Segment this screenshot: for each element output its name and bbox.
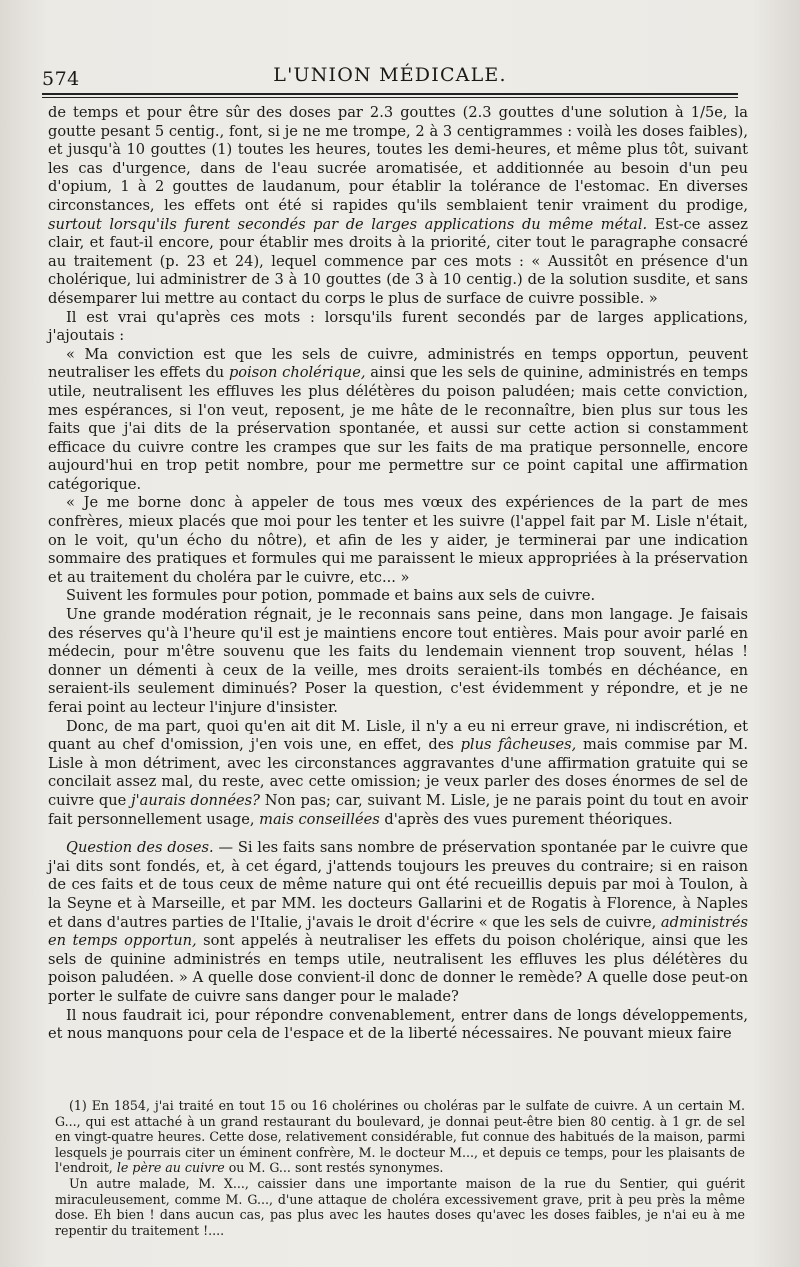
text-run: Il nous faudrait ici, pour répondre convenablement, entrer dans de longs développements, et nous manquons pour cela de l'espace et de la liberté nécessaires. Ne pouvant mieux faire <box>48 1006 748 1043</box>
text-run: ainsi que les sels de quinine, administrés en temps utile, neutralisent les effluves les plus délétères du poison paludéen; mais cette conviction, mes espérances, si l'on veut, reposent, je me hâte de le reconnaître, bien plus sur tous les faits que j'ai dits de la préservation spontanée, et aussi sur cette action si constamment efficace du cuivre contre les crampes que sur les faits de ma pratique personnelle, encore aujourd'hui en trop petit nombre, pour me permettre sur ce point capital une affirmation catégorique. <box>48 364 748 493</box>
paragraph <box>48 718 748 830</box>
italic-text: mais conseillées <box>259 810 380 828</box>
running-head: L'UNION MÉDICALE. <box>273 64 507 86</box>
text-run: ou M. G... sont restés synonymes. <box>224 1160 444 1176</box>
italic-text: Question des doses. <box>66 839 214 857</box>
paragraph <box>48 346 748 495</box>
text-run: Il est vrai qu'après ces mots : lorsqu'ils furent secondés par de larges applications, j'ajoutais : <box>48 308 748 345</box>
text-run: « Ma conviction est que les sels de cuivre, administrés en temps opportun, peuvent neutraliser les effets du <box>48 345 748 382</box>
italic-text: j'aurais données? <box>131 791 260 809</box>
paragraph <box>48 606 748 718</box>
footnote <box>55 1176 745 1238</box>
text-run: Une grande modération régnait, je le reconnais sans peine, dans mon langage. Je faisais des réserves qu'à l'heure qu'il est je maintiens encore tout entières. Mais pour avoir parlé en médecin, pour m'être souvenu que les faits du lendemain viennent trop souvent, hélas ! donner un démenti à ceux de la veille, mes droits seraient-ils tombés en déchéance, en seraient-ils seulement diminués? Poser la question, c'est évidemment y répondre, et je ne ferai point au lecteur l'injure d'insister. <box>48 606 748 716</box>
section-gap <box>48 829 748 839</box>
italic-text: surtout lorsqu'ils furent secondés par de larges applications du même métal. <box>48 215 648 233</box>
paragraph <box>48 494 748 587</box>
italic-text: plus fâcheuses, <box>460 736 577 754</box>
header-rule-thin <box>42 97 738 98</box>
italic-text: administrés en temps opportun, <box>48 913 748 950</box>
page-number: 574 <box>42 68 80 90</box>
text-run: « Je me borne donc à appeler de tous mes vœux des expériences de la part de mes confrères, mieux placés que moi pour les tenter et les suivre (l'appel fait par M. Lisle n'était, on le voit, qu'un écho du nôtre), et afin de les y aider, je terminerai par une indication sommaire des pratiques et formules qui me paraissent le mieux appropriées à la préservation et au traitement du choléra par le cuivre, etc... » <box>48 494 748 586</box>
paragraph <box>48 104 748 309</box>
text-run: Non pas; car, suivant M. Lisle, je ne parais point du tout en avoir fait personnellement usage, <box>48 791 748 828</box>
text-run: de temps et pour être sûr des doses par 2.3 gouttes (2.3 gouttes d'une solution à 1/5e, la goutte pesant 5 centig., font, si je ne me trompe, 2 à 3 centigrammes : voilà les doses faibles), et jusqu'à 10 gouttes (1) toutes les heures, toutes les demi-heures, et même plus tôt, suivant les cas d'urgence, dans de l'eau sucrée aromatisée, et additionnée au besoin d'un peu d'opium, 1 à 2 gouttes de laudanum, pour établir la tolérance de l'estomac. En diverses circonstances, les effets ont été si rapides qu'ils semblaient tenir vraiment du prodige, <box>48 104 748 214</box>
paragraph <box>48 587 748 606</box>
text-run: Est-ce assez clair, et faut-il encore, pour établir mes droits à la priorité, citer tout le paragraphe consacré au traitement (p. 23 et 24), lequel commence par ces mots : « Aussitôt en présence d'un cholérique, lui administrer de 3 à 10 gouttes (de 3 à 10 centig.) de la solution susdite, et sans désemparer lui mettre au contact du corps le plus de surface de cuivre possible. » <box>48 215 748 307</box>
text-run: Un autre malade, M. X..., caissier dans une importante maison de la rue du Sentier, qui guérit miraculeusement, comme M. G..., d'une attaque de choléra excessivement grave, prit à peu près la même dose. Eh bien ! dans aucun cas, pas plus avec les hautes doses qu'avec les doses faibles, je n'ai eu à me repentir du traitement !.... <box>55 1175 745 1238</box>
paragraph <box>48 1007 748 1044</box>
italic-text: le père au cuivre <box>116 1160 225 1176</box>
footnotes <box>55 1098 745 1238</box>
text-run: mais commise par M. Lisle à mon détriment, avec les circonstances aggravantes d'une affirmation gratuite qui se concilait assez mal, du reste, avec cette omission; je veux parler des doses énormes de sel de cuivre que <box>48 736 748 809</box>
text-run: Suivent les formules pour potion, pommade et bains aux sels de cuivre. <box>66 587 596 605</box>
article-body <box>48 104 748 1044</box>
text-run: (1) En 1854, j'ai traité en tout 15 ou 16 cholérines ou choléras par le sulfate de cuivre. A un certain M. G..., qui est attaché à un grand restaurant du boulevard, je donnai peut-être bien 80 centig. à 1 gr. de sel en vingt-quatre heures. Cette dose, relativement considérable, fut connue des habitués de la maison, parmi lesquels je pourrais citer un éminent confrère, M. le docteur M..., et depuis ce temps, pour les plaisants de l'endroit, <box>55 1098 745 1176</box>
text-run: sont appelés à neutraliser les effets du poison cholérique, ainsi que les sels de quinine administrés en temps utile, neutralisent les effluves les plus délétères du poison paludéen. » A quelle dose convient-il donc de donner le remède? A quelle dose peut-on porter le sulfate de cuivre sans danger pour le malade? <box>48 932 748 1005</box>
header-rule <box>42 93 738 95</box>
page-header <box>42 62 738 92</box>
paragraph <box>48 839 748 1006</box>
text-run: d'après des vues purement théoriques. <box>379 810 673 828</box>
text-run: Donc, de ma part, quoi qu'en ait dit M. Lisle, il n'y a eu ni erreur grave, ni indiscrétion, et quant au chef d'omission, j'en vois une, en effet, des <box>48 717 748 754</box>
paragraph <box>48 309 748 346</box>
italic-text: poison cholérique, <box>228 364 366 382</box>
footnote <box>55 1098 745 1176</box>
text-run: — Si les faits sans nombre de préservation spontanée par le cuivre que j'ai dits sont fondés, et, à cet égard, j'attends toujours les preuves du contraire; si en raison de ces faits et de tous ceux de même nature qui ont été recueillis depuis par moi à Toulon, à la Seyne et à Marseille, et par MM. les docteurs Gallarini et de Rogatis à Florence, à Naples et dans d'autres parties de l'Italie, j'avais le droit d'écrire « que les sels de cuivre, <box>48 839 748 931</box>
